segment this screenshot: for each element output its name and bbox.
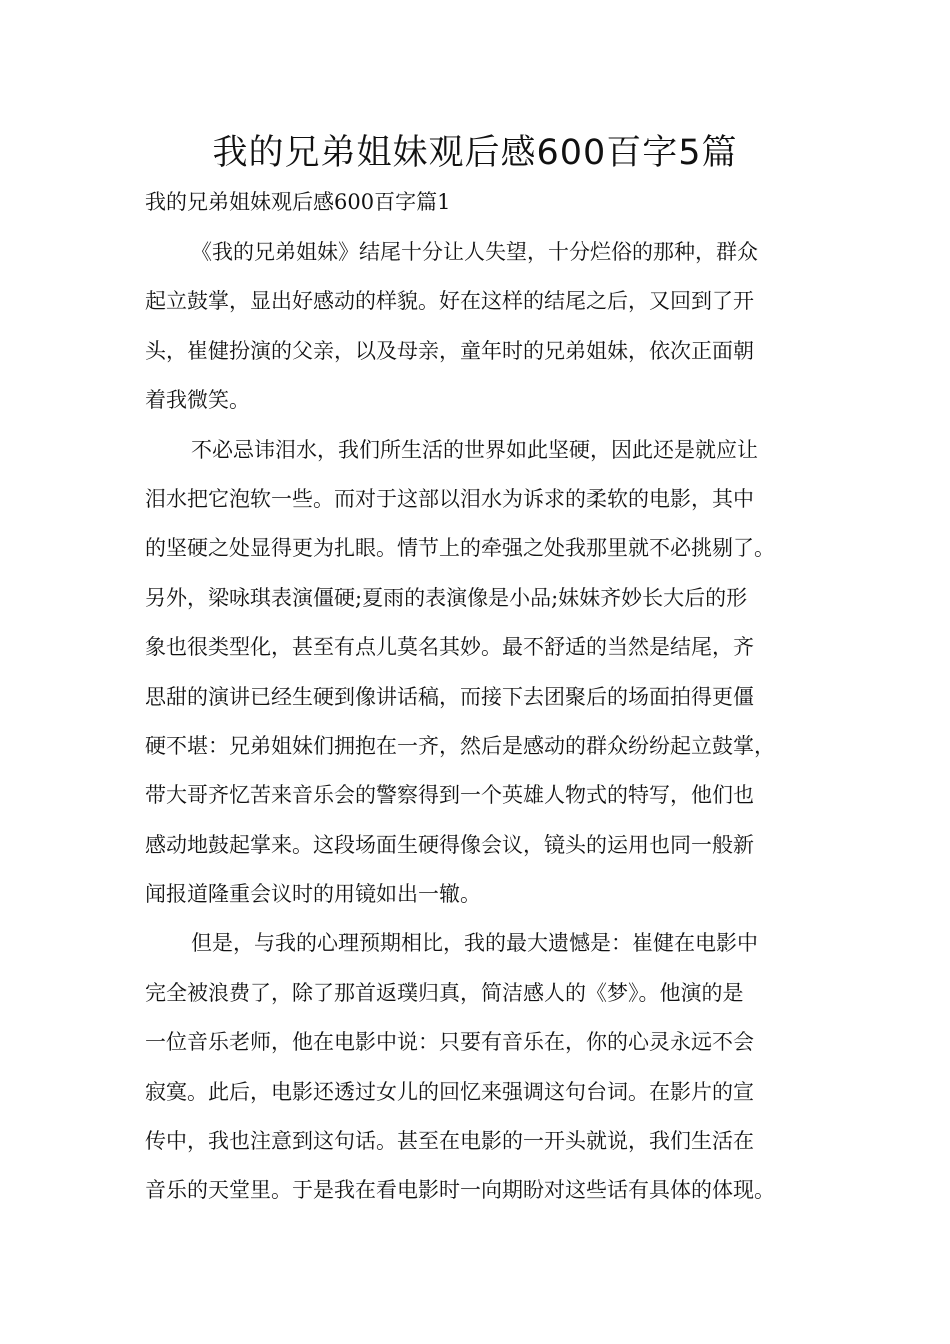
text-line: 音乐的天堂里。于是我在看电影时一向期盼对这些话有具体的体现。 (145, 1178, 775, 1203)
text-line: 泪水把它泡软一些。而对于这部以泪水为诉求的柔软的电影，其中 (145, 486, 754, 511)
body-text (145, 228, 835, 1216)
text-line: 但是，与我的心理预期相比，我的最大遗憾是：崔健在电影中 (191, 931, 758, 956)
text-line: 一位音乐老师，他在电影中说：只要有音乐在，你的心灵永远不会 (145, 1030, 754, 1055)
text-line: 《我的兄弟姐妹》结尾十分让人失望，十分烂俗的那种，群众 (191, 240, 758, 264)
text-line: 思甜的演讲已经生硬到像讲话稿，而接下去团聚后的场面拍得更僵 (145, 684, 754, 709)
text-line: 完全被浪费了，除了那首返璞归真，简洁感人的《梦》。他演的是 (145, 980, 744, 1005)
section-heading: 我的兄弟姐妹观后感600百字篇1 (145, 190, 451, 214)
text-line: 头，崔健扮演的父亲，以及母亲，童年时的兄弟姐妹，依次正面朝 (145, 338, 754, 363)
text-line: 硬不堪：兄弟姐妹们拥抱在一齐，然后是感动的群众纷纷起立鼓掌， (145, 733, 775, 758)
document-title: 我的兄弟姐妹观后感600百字5篇 (212, 133, 738, 173)
text-line: 不必忌讳泪水，我们所生活的世界如此坚硬，因此还是就应让 (191, 437, 758, 462)
text-line: 带大哥齐忆苦来音乐会的警察得到一个英雄人物式的特写，他们也 (145, 783, 754, 808)
text-line: 闻报道隆重会议时的用镜如出一辙。 (145, 882, 481, 907)
text-line: 另外，梁咏琪表演僵硬;夏雨的表演像是小品;妹妹齐妙长大后的形 (145, 585, 748, 610)
text-line: 着我微笑。 (145, 388, 250, 413)
text-line: 起立鼓掌，显出好感动的样貌。好在这样的结尾之后，又回到了开 (145, 289, 754, 314)
text-line: 感动地鼓起掌来。这段场面生硬得像会议，镜头的运用也同一般新 (145, 832, 754, 857)
text-line: 传中，我也注意到这句话。甚至在电影的一开头就说，我们生活在 (145, 1129, 754, 1154)
text-line: 象也很类型化，甚至有点儿莫名其妙。最不舒适的当然是结尾，齐 (145, 635, 754, 660)
text-line: 的坚硬之处显得更为扎眼。情节上的牵强之处我那里就不必挑剔了。 (145, 536, 775, 561)
text-line: 寂寞。此后，电影还透过女儿的回忆来强调这句台词。在影片的宣 (145, 1079, 754, 1104)
